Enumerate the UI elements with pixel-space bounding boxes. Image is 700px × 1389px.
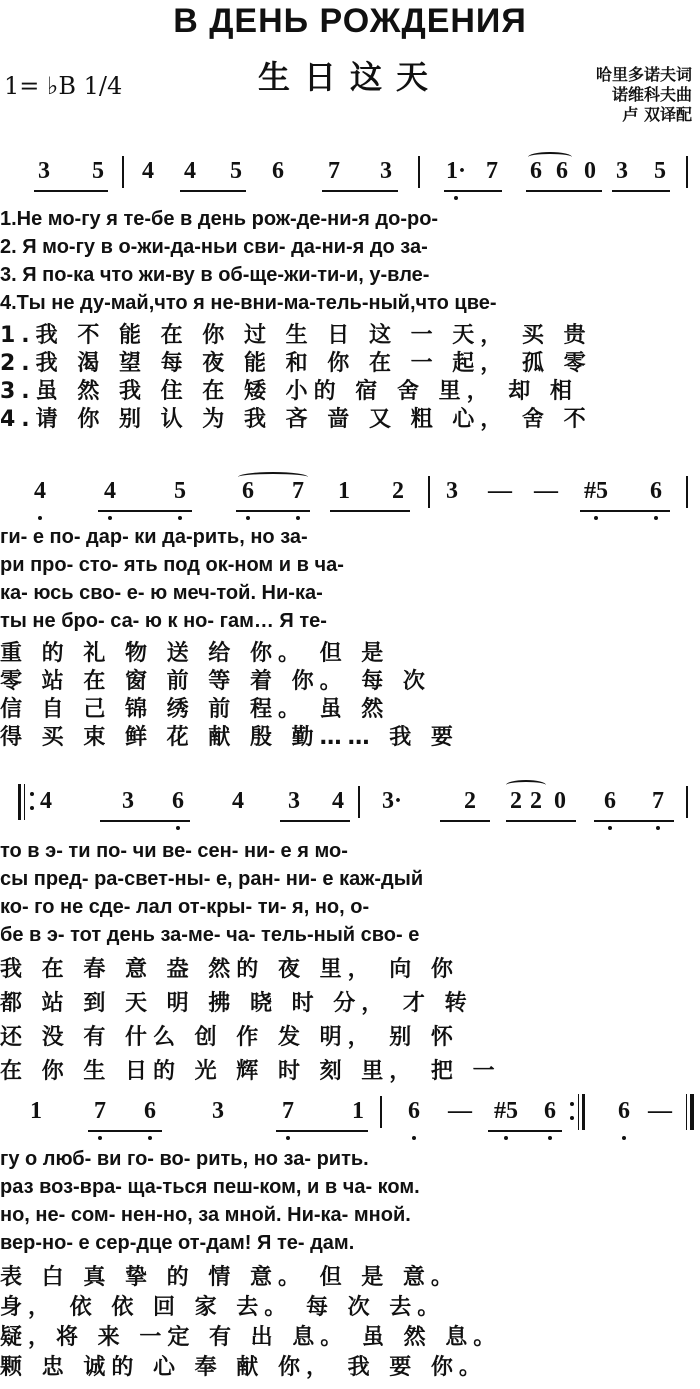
note: — (448, 1098, 472, 1124)
note: 6 (144, 1098, 156, 1124)
barline (686, 786, 688, 818)
ru-lyric-line: ги- е по- дар- ки да-рить, но за- (0, 526, 308, 548)
note: 6 (604, 788, 616, 814)
note: 1 (338, 478, 350, 504)
ru-lyric-line: то в э- ти по- чи ве- сен- ни- е я мо- (0, 840, 348, 862)
note: 5 (654, 158, 666, 184)
note: 3 (288, 788, 300, 814)
notation-row (0, 1098, 700, 1138)
note: 3 (212, 1098, 224, 1124)
final-bar-thin (686, 1094, 687, 1130)
cn-lyric-line: 3.虽 然 我 住 在 矮 小的 宿 舍 里， 却 相 (0, 379, 578, 404)
low-octave-dot (608, 826, 612, 830)
note: 4 (232, 788, 244, 814)
note: 5 (174, 478, 186, 504)
beam-underline (100, 820, 190, 822)
beam-underline (330, 510, 410, 512)
low-octave-dot (622, 1136, 626, 1140)
note: 2 (392, 478, 404, 504)
note: 1 (30, 1098, 42, 1124)
note: 6 (272, 158, 284, 184)
low-octave-dot (296, 516, 300, 520)
cn-lyric-line: 1.我 不 能 在 你 过 生 日 这 一 天， 买 贵 (0, 323, 592, 348)
low-octave-dot (178, 516, 182, 520)
note: — (534, 478, 558, 504)
ru-lyric-line: 3. Я по-ка что жи-ву в об-ще-жи-ти-и, у-вле- (0, 264, 430, 286)
cn-lyric-line: 表 白 真 挚 的 情 意。 但 是 意。 (0, 1265, 459, 1290)
beam-underline (612, 190, 670, 192)
note: 4 (142, 158, 154, 184)
cn-lyric-line: 4.请 你 别 认 为 我 吝 啬 又 粗 心， 舍 不 (0, 407, 592, 432)
note: 7 (328, 158, 340, 184)
low-octave-dot (176, 826, 180, 830)
beam-underline (88, 1130, 162, 1132)
ru-lyric-line: 1.Не мо-гу я те-бе в день рож-де-ни-я до-ро- (0, 208, 439, 230)
ru-lyric-line: 4.Ты не ду-май,что я не-вни-ма-тель-ный,что цве- (0, 292, 497, 314)
beam-underline (322, 190, 398, 192)
note: 4 (34, 478, 46, 504)
key-signature: 1= ♭B 1/4 (4, 72, 123, 100)
barline (428, 476, 430, 508)
note: 2 (530, 788, 542, 814)
cn-lyric-line: 信 自 己 锦 绣 前 程。 虽 然 (0, 697, 390, 722)
repeat-dot (570, 1116, 574, 1120)
note: 3 (616, 158, 628, 184)
ru-lyric-line: ко- го не сде- лал от-кры- ти- я, но, о- (0, 896, 370, 918)
system-2 (0, 470, 700, 750)
note: 7 (282, 1098, 294, 1124)
ru-lyric-line: бе в э- тот день за-ме- ча- тель-ный сво- е (0, 924, 420, 946)
barline (686, 476, 688, 508)
notation-row (0, 788, 700, 828)
beam-underline (236, 510, 310, 512)
cn-lyric-line: 我 在 春 意 盎 然的 夜 里， 向 你 (0, 957, 459, 982)
note: 3 (446, 478, 458, 504)
final-bar (690, 1094, 694, 1130)
beam-underline (280, 820, 350, 822)
low-octave-dot (656, 826, 660, 830)
low-octave-dot (504, 1136, 508, 1140)
note: 1· (445, 158, 467, 184)
ru-lyric-line: 2. Я мо-гу в о-жи-да-ньи сви- да-ни-я до за- (0, 236, 428, 258)
note: — (648, 1098, 672, 1124)
notation-row (0, 158, 700, 198)
low-octave-dot (286, 1136, 290, 1140)
note: 7 (292, 478, 304, 504)
slur (506, 780, 546, 790)
chinese-title: 生日这天 (257, 58, 442, 96)
lyricist-credit: 哈里多诺夫词 (595, 65, 692, 84)
repeat-dot (570, 1102, 574, 1106)
beam-underline (440, 820, 490, 822)
beam-underline (506, 820, 576, 822)
cn-lyric-line: 重 的 礼 物 送 给 你。 但 是 (0, 641, 390, 666)
composer-credit: 诺维科夫曲 (611, 85, 692, 104)
note: 6 (408, 1098, 420, 1124)
ru-lyric-line: гу о люб- ви го- во- рить, но за- рить. (0, 1148, 369, 1170)
cn-lyric-line: 疑，将 来 一定 有 出 息。 虽 然 息。 (0, 1325, 502, 1350)
note: 6 (242, 478, 254, 504)
note: #5 (494, 1098, 518, 1124)
low-octave-dot (548, 1136, 552, 1140)
low-octave-dot (108, 516, 112, 520)
beam-underline (488, 1130, 562, 1132)
note: 3· (381, 788, 403, 814)
low-octave-dot (654, 516, 658, 520)
note: 4 (40, 788, 52, 814)
beam-underline (580, 510, 670, 512)
note: 0 (554, 788, 566, 814)
notation-row (0, 478, 700, 518)
beam-underline (526, 190, 602, 192)
system-4 (0, 1090, 700, 1380)
low-octave-dot (454, 196, 458, 200)
russian-title: В ДЕНЬ РОЖДЕНИЯ (173, 2, 527, 40)
beam-underline (594, 820, 674, 822)
note: 6 (618, 1098, 630, 1124)
note: 7 (94, 1098, 106, 1124)
note: 5 (230, 158, 242, 184)
low-octave-dot (246, 516, 250, 520)
repeat-end-bar-thin (578, 1094, 579, 1130)
note: 3 (38, 158, 50, 184)
ru-lyric-line: ка- юсь сво- е- ю меч-той. Ни-ка- (0, 582, 323, 604)
note: #5 (584, 478, 608, 504)
note: 4 (104, 478, 116, 504)
note: 1 (352, 1098, 364, 1124)
barline (418, 156, 420, 188)
cn-lyric-line: 2.我 渴 望 每 夜 能 和 你 在 一 起， 孤 零 (0, 351, 592, 376)
note: 3 (380, 158, 392, 184)
note: 0 (584, 158, 596, 184)
ru-lyric-line: ты не бро- са- ю к но- гам… Я те- (0, 610, 327, 632)
note: 6 (172, 788, 184, 814)
note: 6 (530, 158, 542, 184)
ru-lyric-line: раз воз-вра- ща-ться пеш-ком, и в ча- ком. (0, 1176, 420, 1198)
beam-underline (98, 510, 192, 512)
note: 5 (92, 158, 104, 184)
cn-lyric-line: 得 买 束 鲜 花 献 殷 勤…… 我 要 (0, 725, 459, 750)
note: 6 (650, 478, 662, 504)
barline (686, 156, 688, 188)
beam-underline (276, 1130, 368, 1132)
system-3 (0, 780, 700, 1084)
cn-lyric-line: 零 站 在 窗 前 等 着 你。 每 次 (0, 669, 431, 694)
low-octave-dot (412, 1136, 416, 1140)
note: 2 (464, 788, 476, 814)
ru-lyric-line: ри про- сто- ять под ок-ном и в ча- (0, 554, 344, 576)
low-octave-dot (38, 516, 42, 520)
repeat-end-bar (582, 1094, 585, 1130)
note: 3 (122, 788, 134, 814)
cn-lyric-line: 在 你 生 日的 光 辉 时 刻 里， 把 一 (0, 1059, 501, 1084)
note: 6 (556, 158, 568, 184)
beam-underline (180, 190, 246, 192)
slur (528, 152, 572, 162)
cn-lyric-line: 都 站 到 天 明 拂 晓 时 分， 才 转 (0, 991, 473, 1016)
ru-lyric-line: сы пред- ра-свет-ны- е, ран- ни- е каж-дый (0, 868, 424, 890)
barline (122, 156, 124, 188)
low-octave-dot (98, 1136, 102, 1140)
ru-lyric-line: но, не- сом- нен-но, за мной. Ни-ка- мной. (0, 1204, 411, 1226)
barline (380, 1096, 382, 1128)
low-octave-dot (148, 1136, 152, 1140)
note: 7 (652, 788, 664, 814)
translator-credit: 卢 双译配 (622, 105, 692, 124)
note: 2 (510, 788, 522, 814)
note: 4 (332, 788, 344, 814)
cn-lyric-line: 颗 忠 诚的 心 奉 献 你， 我 要 你。 (0, 1355, 487, 1380)
cn-lyric-line: 还 没 有 什么 创 作 发 明， 别 怀 (0, 1025, 459, 1050)
system-1 (0, 150, 700, 432)
ru-lyric-line: вер-но- е сер-дце от-дам! Я те- дам. (0, 1232, 355, 1254)
note: — (488, 478, 512, 504)
cn-lyric-line: 身， 依 依 回 家 去。 每 次 去。 (0, 1295, 446, 1320)
low-octave-dot (594, 516, 598, 520)
note: 7 (486, 158, 498, 184)
beam-underline (444, 190, 502, 192)
note: 6 (544, 1098, 556, 1124)
barline (358, 786, 360, 818)
beam-underline (34, 190, 108, 192)
note: 4 (184, 158, 196, 184)
slur (238, 472, 308, 482)
